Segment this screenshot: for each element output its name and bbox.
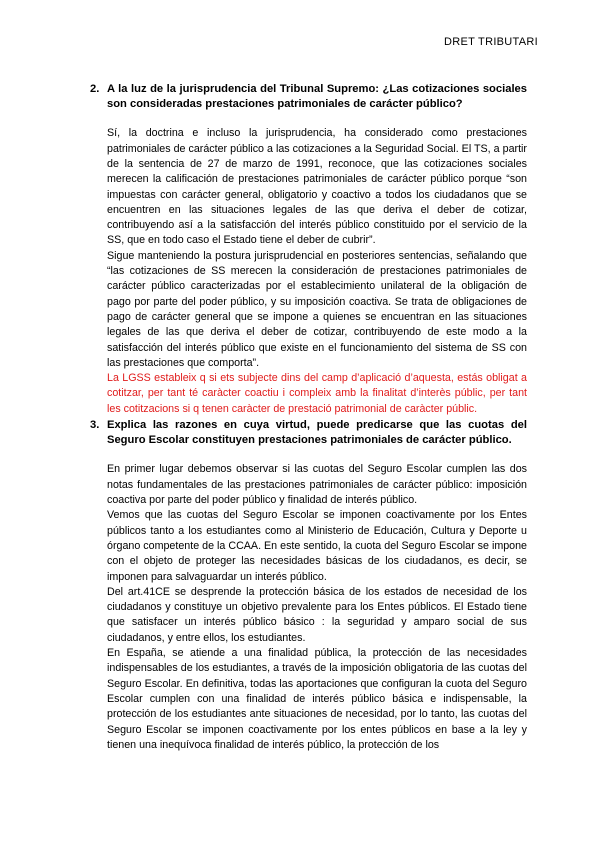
answer-2-paragraph-1: Sí, la doctrina e incluso la jurisprudencia, ha considerado como prestaciones patrimoniales de carácter público a las cotizaciones a la Seguridad Social. El TS, a partir de la sentencia de 27 de marzo de 1991, reconoce, que las cotizaciones sociales merecen la calificación de prestaciones patrimoniales de carácter público porque “son impuestas con carácter general, obligatorio y coactivo a todos los ciudadanos que se encuentren en las situaciones legales de las que deriva el deber de cotizar, contribuyendo así a la satisfacción del interés público constituido por el servicio de la SS, que en todo caso el Estado tiene el deber de cubrir”. — [107, 127, 527, 247]
answer-2-annotation: La LGSS estableix q si ets subjecte dins del camp d’aplicació d’aquesta, estás obligat a cotitzar, per tant té caràcter coactiu i compleix amb la finalitat d’interès públic, per tant les cotitzacions si q tenen caràcter de prestació patrimonial de caràcter públic. — [107, 372, 527, 415]
question-3-text: Explica las razones en cuya virtud, puede predicarse que las cuotas del Seguro Escolar constituyen prestaciones patrimoniales de carácter público. — [107, 419, 527, 447]
answer-2 — [90, 126, 527, 417]
question-2-number: 2. — [90, 83, 100, 95]
document-body — [90, 82, 527, 753]
answer-3-paragraph-2: Vemos que las cuotas del Seguro Escolar se imponen coactivamente por los Entes públicos tanto a los estudiantes como al Ministerio de Educación, Cultura y Deporte u órgano competente de la CCAA. En este sentido, la cuota del Seguro Escolar se impone con el objeto de proteger las necesidades básicas de los ciudadanos, es decir, se imponen para salvaguardar un interés público. — [107, 509, 527, 583]
answer-2-paragraph-2: Sigue manteniendo la postura jurisprudencial en posteriores sentencias, señalando que “las cotizaciones de SS merecen la consideración de prestaciones patrimoniales de carácter público caracterizadas por el establecimiento unilateral de la obligación de pago por parte del poder público, y su imposición coactiva. Se trata de obligaciones de pago de carácter general que se impone a quienes se encuentran en las situaciones legales de las que deriva el deber de cotizar, contribuyendo de este modo a la satisfacción del interés público que existe en el funcionamiento del sistema de SS con las prestaciones que comporta”. — [107, 249, 527, 369]
answer-3-paragraph-4: En España, se atiende a una finalidad pública, la protección de las necesidades indispensables de los estudiantes, a través de la imposición obligatoria de las cuotas del Seguro Escolar. En definitiva, todas las aportaciones que configuran la cuota del Seguro Escolar cumplen con una finalidad de interés público básica e indispensable, la protección de los estudiantes ante situaciones de necesidad, por lo tanto, las cuotas del Seguro Escolar se imponen coactivamente por los entes públicos en base a la ley y tienen una inequívoca finalidad de interés público, la protección de los — [107, 647, 527, 751]
question-2-text: A la luz de la jurisprudencia del Tribunal Supremo: ¿Las cotizaciones sociales son consideradas prestaciones patrimoniales de carácter público? — [107, 83, 527, 111]
page-header: DRET TRIBUTARI — [443, 36, 538, 48]
question-3 — [90, 418, 527, 448]
answer-3-paragraph-1: En primer lugar debemos observar si las cuotas del Seguro Escolar cumplen las dos notas fundamentales de las prestaciones patrimoniales de carácter público: imposición coactiva por parte del poder público y finalidad de interés público. — [107, 463, 527, 507]
answer-3-paragraph-3: Del art.41CE se desprende la protección básica de los estados de necesidad de los ciudadanos y constituye un objetivo prevalente para los Entes públicos. El Estado tiene que satisfacer un interés público básico : la seguridad y amparo social de sus ciudadanos, y entre ellos, los estudiantes. — [107, 585, 527, 644]
answer-3 — [90, 462, 527, 753]
question-3-number: 3. — [90, 419, 100, 432]
question-2 — [90, 82, 527, 112]
